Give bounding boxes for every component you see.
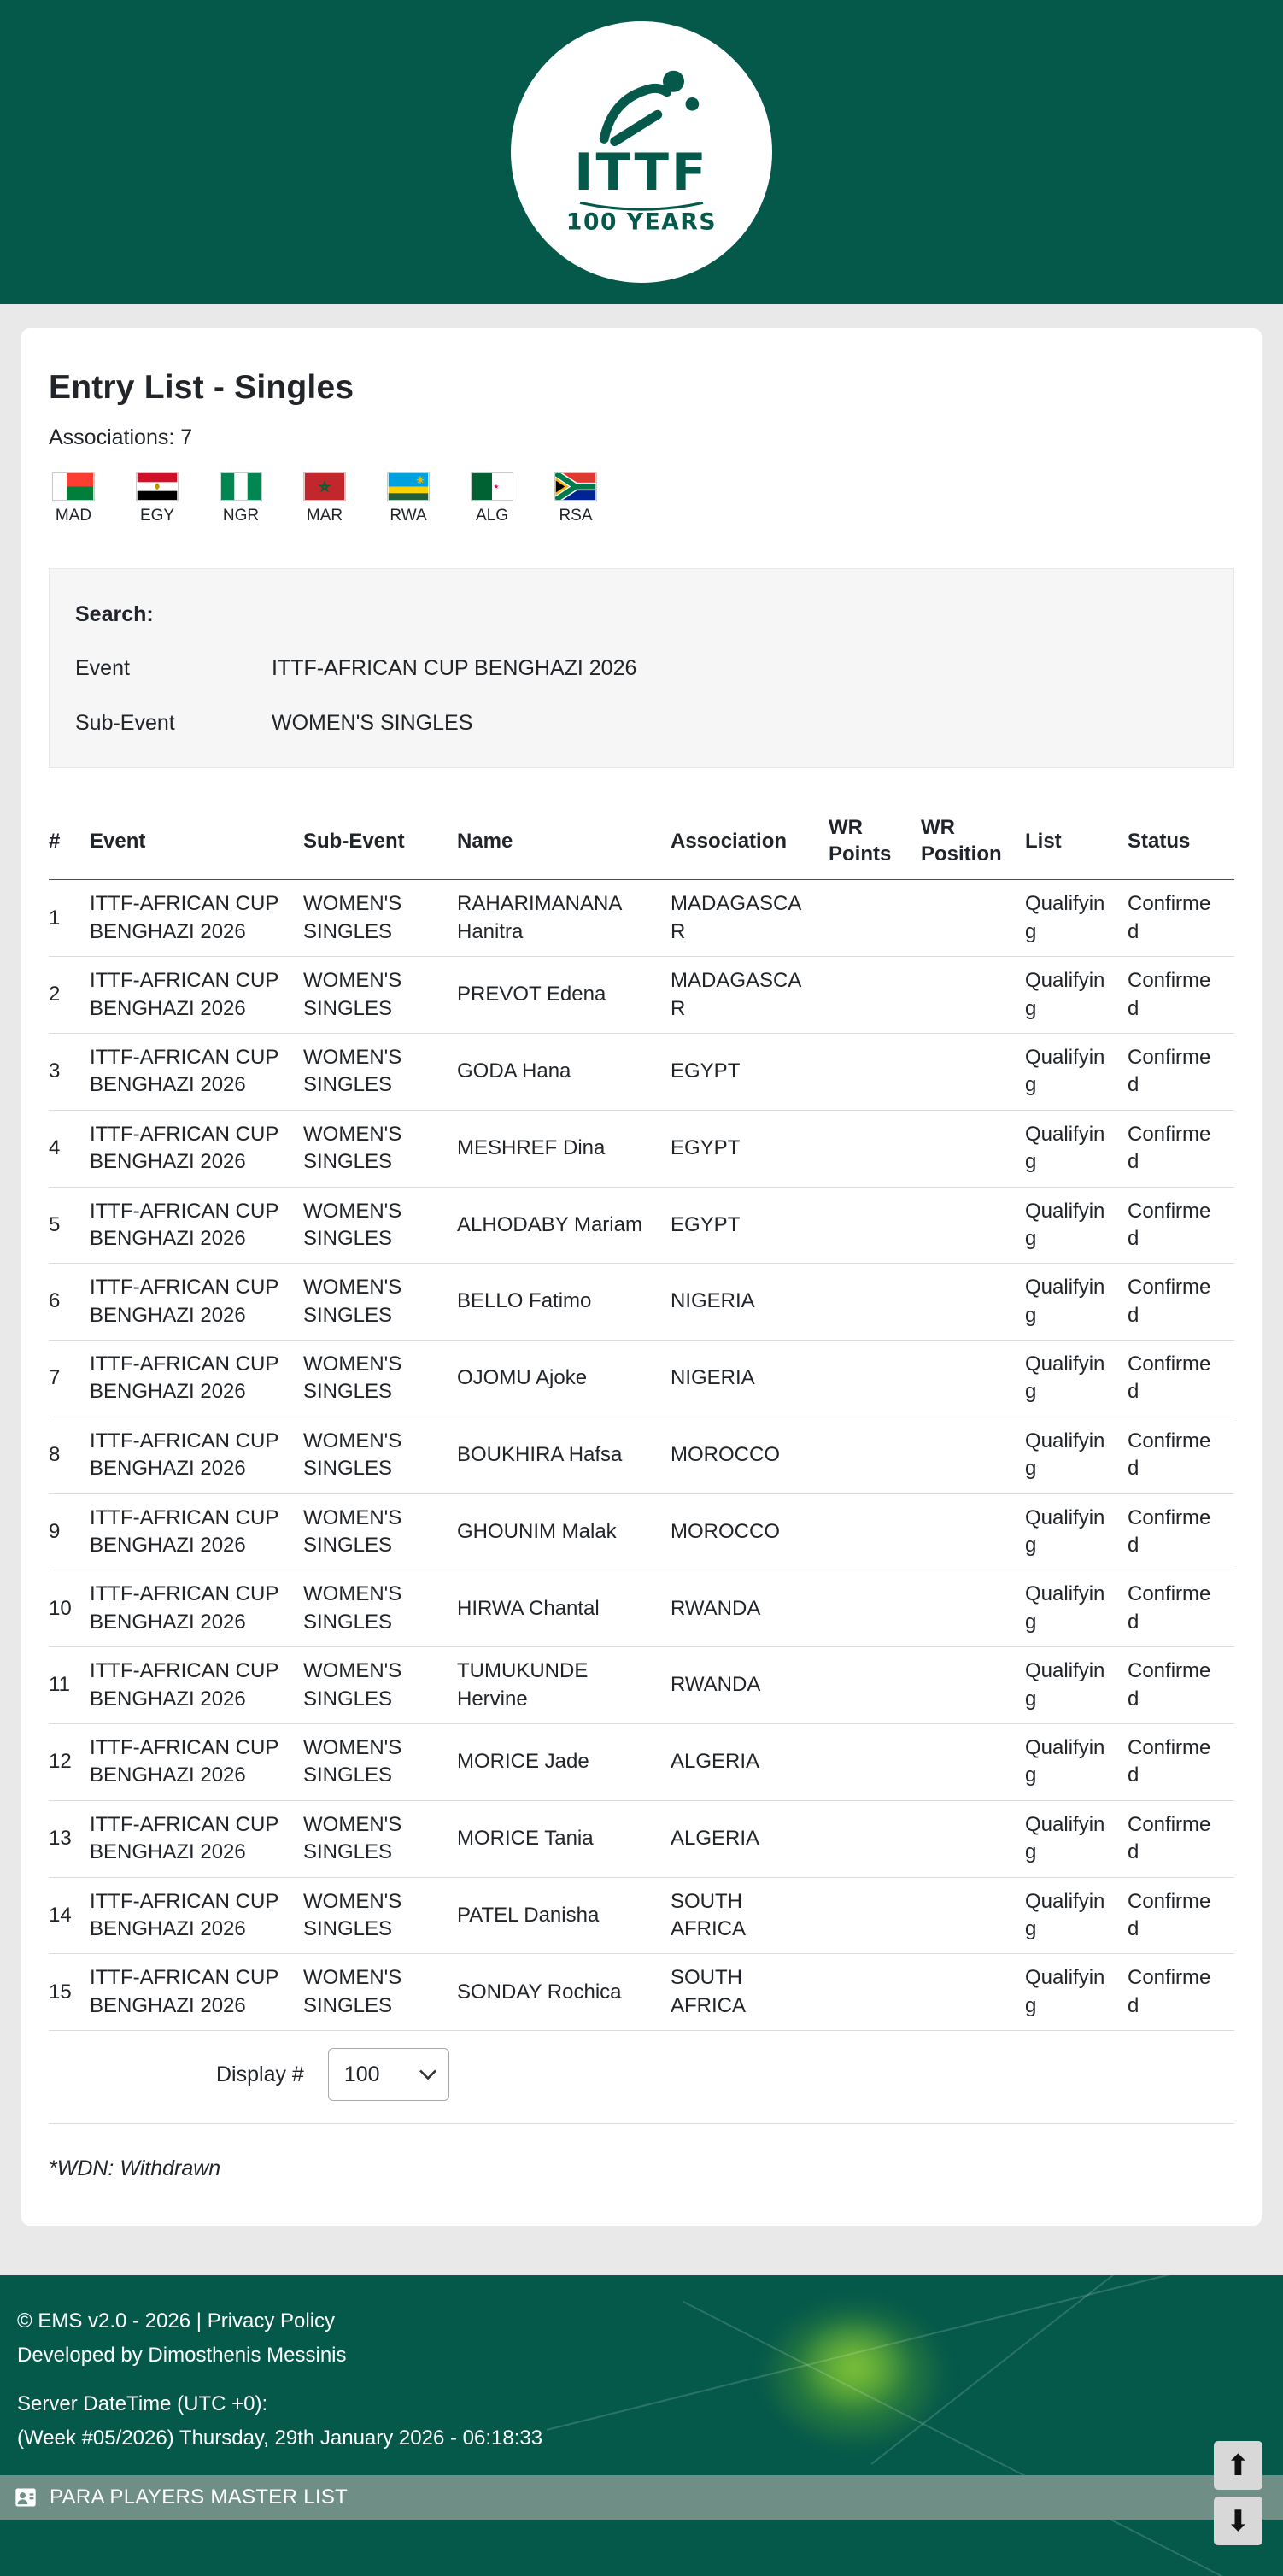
rwanda-flag-icon (387, 472, 430, 501)
cell-association: EGYPT (671, 1187, 829, 1264)
search-panel (49, 568, 1234, 768)
cell-association: SOUTH AFRICA (671, 1877, 829, 1954)
cell-name: ALHODABY Mariam (457, 1187, 671, 1264)
cell-num: 11 (49, 1647, 90, 1724)
page-title: Entry List - Singles (49, 369, 354, 406)
cell-sub-event: WOMEN'S SINGLES (303, 880, 457, 957)
pagination-row (49, 2031, 1234, 2124)
cell-list: Qualifying (1025, 1110, 1128, 1187)
cell-event: ITTF-AFRICAN CUP BENGHAZI 2026 (90, 1493, 303, 1570)
cell-status: Confirmed (1128, 1954, 1234, 2031)
table-row (49, 880, 1234, 957)
cell-event: ITTF-AFRICAN CUP BENGHAZI 2026 (90, 1264, 303, 1341)
cell-wr-position (921, 1800, 1025, 1877)
cell-association: MOROCCO (671, 1417, 829, 1493)
flag-label: RSA (559, 507, 593, 525)
table-row (49, 1493, 1234, 1570)
cell-sub-event: WOMEN'S SINGLES (303, 1723, 457, 1800)
madagascar-flag-icon (52, 472, 95, 501)
cell-list: Qualifying (1025, 1033, 1128, 1110)
display-count-label: Display # (216, 2062, 304, 2086)
cell-status: Confirmed (1128, 1647, 1234, 1724)
sub-event-label: Sub-Event (75, 710, 175, 735)
id-badge-icon (14, 2485, 38, 2509)
cell-wr-points (829, 1800, 921, 1877)
cell-status: Confirmed (1128, 1570, 1234, 1647)
cell-status: Confirmed (1128, 957, 1234, 1034)
cell-association: ALGERIA (671, 1800, 829, 1877)
col-wr-position: WR Position (921, 806, 1025, 880)
ittf-logo-icon (535, 45, 748, 259)
cell-association: RWANDA (671, 1647, 829, 1724)
cell-sub-event: WOMEN'S SINGLES (303, 1877, 457, 1954)
cell-association: MADAGASCAR (671, 880, 829, 957)
cell-num: 7 (49, 1341, 90, 1417)
cell-list: Qualifying (1025, 1417, 1128, 1493)
cell-name: OJOMU Ajoke (457, 1341, 671, 1417)
flag-madagascar (49, 472, 98, 525)
flag-egypt (132, 472, 182, 525)
cell-sub-event: WOMEN'S SINGLES (303, 1570, 457, 1647)
cell-list: Qualifying (1025, 1264, 1128, 1341)
developer-line: Developed by Dimosthenis Messinis (17, 2343, 347, 2367)
svg-text:ITTF: ITTF (574, 143, 709, 202)
flag-label: NGR (222, 507, 260, 525)
cell-sub-event: WOMEN'S SINGLES (303, 1417, 457, 1493)
cell-sub-event: WOMEN'S SINGLES (303, 1800, 457, 1877)
cell-status: Confirmed (1128, 1877, 1234, 1954)
cell-status: Confirmed (1128, 880, 1234, 957)
cell-wr-points (829, 1187, 921, 1264)
cell-association: MOROCCO (671, 1493, 829, 1570)
scroll-to-bottom-button[interactable] (1214, 2497, 1262, 2545)
para-players-master-list-label: PARA PLAYERS MASTER LIST (50, 2485, 349, 2509)
table-row (49, 957, 1234, 1034)
cell-event: ITTF-AFRICAN CUP BENGHAZI 2026 (90, 1723, 303, 1800)
cell-name: MESHREF Dina (457, 1110, 671, 1187)
search-sub-event-row (75, 695, 1216, 750)
col-association: Association (671, 806, 829, 880)
cell-wr-position (921, 1341, 1025, 1417)
col-event: Event (90, 806, 303, 880)
cell-list: Qualifying (1025, 1341, 1128, 1417)
cell-sub-event: WOMEN'S SINGLES (303, 1187, 457, 1264)
cell-name: MORICE Jade (457, 1723, 671, 1800)
cell-wr-points (829, 1341, 921, 1417)
scroll-buttons (1214, 2441, 1262, 2545)
event-value: ITTF-AFRICAN CUP BENGHAZI 2026 (272, 655, 637, 680)
cell-name: PREVOT Edena (457, 957, 671, 1034)
cell-wr-position (921, 1033, 1025, 1110)
cell-sub-event: WOMEN'S SINGLES (303, 957, 457, 1034)
server-datetime-label: Server DateTime (UTC +0): (17, 2392, 268, 2416)
cell-event: ITTF-AFRICAN CUP BENGHAZI 2026 (90, 880, 303, 957)
table-row (49, 1187, 1234, 1264)
table-row (49, 1800, 1234, 1877)
col-sub-event: Sub-Event (303, 806, 457, 880)
cell-name: PATEL Danisha (457, 1877, 671, 1954)
table-header-row (49, 806, 1234, 880)
cell-wr-points (829, 1264, 921, 1341)
cell-association: MADAGASCAR (671, 957, 829, 1034)
flag-nigeria (216, 472, 266, 525)
ittf-logo (511, 21, 772, 283)
cell-sub-event: WOMEN'S SINGLES (303, 1493, 457, 1570)
col-num: # (49, 806, 90, 880)
cell-event: ITTF-AFRICAN CUP BENGHAZI 2026 (90, 1341, 303, 1417)
cell-wr-points (829, 1110, 921, 1187)
cell-num: 14 (49, 1877, 90, 1954)
cell-wr-position (921, 1264, 1025, 1341)
cell-wr-points (829, 1033, 921, 1110)
down-arrow-icon: ⬇ (1226, 2503, 1251, 2538)
cell-num: 15 (49, 1954, 90, 2031)
cell-wr-points (829, 880, 921, 957)
cell-sub-event: WOMEN'S SINGLES (303, 1033, 457, 1110)
table-row (49, 1341, 1234, 1417)
cell-wr-position (921, 1187, 1025, 1264)
morocco-flag-icon (303, 472, 346, 501)
col-wr-points: WR Points (829, 806, 921, 880)
cell-wr-position (921, 1417, 1025, 1493)
table-row (49, 1877, 1234, 1954)
cell-event: ITTF-AFRICAN CUP BENGHAZI 2026 (90, 1800, 303, 1877)
cell-association: EGYPT (671, 1110, 829, 1187)
copyright-text: © EMS v2.0 - 2026 | (17, 2309, 208, 2333)
cell-num: 6 (49, 1264, 90, 1341)
cell-wr-position (921, 957, 1025, 1034)
privacy-policy-link[interactable]: Privacy Policy (207, 2309, 336, 2333)
site-header (0, 0, 1283, 304)
cell-name: GODA Hana (457, 1033, 671, 1110)
cell-status: Confirmed (1128, 1033, 1234, 1110)
table-row (49, 1647, 1234, 1724)
cell-sub-event: WOMEN'S SINGLES (303, 1110, 457, 1187)
event-label: Event (75, 655, 130, 680)
cell-num: 2 (49, 957, 90, 1034)
cell-num: 9 (49, 1493, 90, 1570)
cell-association: RWANDA (671, 1570, 829, 1647)
flag-rwanda (384, 472, 433, 525)
cell-wr-position (921, 1110, 1025, 1187)
cell-status: Confirmed (1128, 1110, 1234, 1187)
cell-name: BELLO Fatimo (457, 1264, 671, 1341)
cell-event: ITTF-AFRICAN CUP BENGHAZI 2026 (90, 1570, 303, 1647)
cell-name: RAHARIMANANA Hanitra (457, 880, 671, 957)
col-list: List (1025, 806, 1128, 880)
cell-status: Confirmed (1128, 1264, 1234, 1341)
table-row (49, 1110, 1234, 1187)
cell-list: Qualifying (1025, 1493, 1128, 1570)
cell-name: HIRWA Chantal (457, 1570, 671, 1647)
flag-algeria (467, 472, 517, 525)
cell-association: SOUTH AFRICA (671, 1954, 829, 2031)
cell-association: NIGERIA (671, 1264, 829, 1341)
egypt-flag-icon (136, 472, 179, 501)
cell-list: Qualifying (1025, 1800, 1128, 1877)
flag-label: MAR (306, 507, 343, 525)
flag-label: MAD (55, 507, 92, 525)
cell-num: 13 (49, 1800, 90, 1877)
cell-wr-points (829, 1417, 921, 1493)
cell-wr-position (921, 1493, 1025, 1570)
cell-sub-event: WOMEN'S SINGLES (303, 1954, 457, 2031)
associations-count: Associations: 7 (49, 425, 193, 449)
cell-status: Confirmed (1128, 1417, 1234, 1493)
svg-text:100 YEARS: 100 YEARS (565, 208, 718, 236)
cell-list: Qualifying (1025, 1647, 1128, 1724)
display-count-select-wrap (328, 2048, 449, 2101)
cell-list: Qualifying (1025, 1570, 1128, 1647)
flag-morocco (300, 472, 349, 525)
flag-label: EGY (139, 507, 175, 525)
cell-event: ITTF-AFRICAN CUP BENGHAZI 2026 (90, 1877, 303, 1954)
cell-wr-points (829, 1647, 921, 1724)
cell-list: Qualifying (1025, 1954, 1128, 2031)
cell-num: 4 (49, 1110, 90, 1187)
cell-sub-event: WOMEN'S SINGLES (303, 1647, 457, 1724)
para-players-master-list-link[interactable] (0, 2475, 1283, 2520)
cell-num: 3 (49, 1033, 90, 1110)
cell-event: ITTF-AFRICAN CUP BENGHAZI 2026 (90, 1417, 303, 1493)
cell-list: Qualifying (1025, 957, 1128, 1034)
col-name: Name (457, 806, 671, 880)
search-event-row (75, 641, 1216, 695)
cell-name: MORICE Tania (457, 1800, 671, 1877)
cell-sub-event: WOMEN'S SINGLES (303, 1341, 457, 1417)
cell-association: EGYPT (671, 1033, 829, 1110)
wdn-footnote: *WDN: Withdrawn (49, 2156, 221, 2181)
table-row (49, 1723, 1234, 1800)
cell-wr-position (921, 1723, 1025, 1800)
cell-name: GHOUNIM Malak (457, 1493, 671, 1570)
cell-status: Confirmed (1128, 1493, 1234, 1570)
cell-wr-points (829, 1954, 921, 2031)
cell-name: TUMUKUNDE Hervine (457, 1647, 671, 1724)
cell-event: ITTF-AFRICAN CUP BENGHAZI 2026 (90, 1187, 303, 1264)
copyright-line (17, 2304, 1266, 2338)
cell-association: NIGERIA (671, 1341, 829, 1417)
cell-list: Qualifying (1025, 1877, 1128, 1954)
cell-wr-position (921, 1877, 1025, 1954)
cell-sub-event: WOMEN'S SINGLES (303, 1264, 457, 1341)
entry-table-body (49, 880, 1234, 2031)
cell-list: Qualifying (1025, 880, 1128, 957)
cell-num: 5 (49, 1187, 90, 1264)
cell-event: ITTF-AFRICAN CUP BENGHAZI 2026 (90, 957, 303, 1034)
cell-event: ITTF-AFRICAN CUP BENGHAZI 2026 (90, 1954, 303, 2031)
cell-wr-position (921, 1570, 1025, 1647)
cell-event: ITTF-AFRICAN CUP BENGHAZI 2026 (90, 1110, 303, 1187)
south-africa-flag-icon (554, 472, 597, 501)
table-row (49, 1417, 1234, 1493)
cell-status: Confirmed (1128, 1341, 1234, 1417)
cell-num: 1 (49, 880, 90, 957)
cell-num: 12 (49, 1723, 90, 1800)
scroll-to-top-button[interactable] (1214, 2441, 1262, 2490)
entry-list-card (21, 328, 1262, 2226)
cell-name: BOUKHIRA Hafsa (457, 1417, 671, 1493)
cell-wr-points (829, 1877, 921, 1954)
cell-list: Qualifying (1025, 1187, 1128, 1264)
cell-status: Confirmed (1128, 1723, 1234, 1800)
cell-event: ITTF-AFRICAN CUP BENGHAZI 2026 (90, 1647, 303, 1724)
flag-label: RWA (390, 507, 427, 525)
algeria-flag-icon (471, 472, 513, 501)
cell-num: 8 (49, 1417, 90, 1493)
cell-wr-points (829, 1570, 921, 1647)
entry-table (49, 806, 1234, 2031)
server-datetime-value: (Week #05/2026) Thursday, 29th January 2026 - 06:18:33 (17, 2426, 543, 2450)
cell-wr-position (921, 880, 1025, 957)
cell-wr-points (829, 1493, 921, 1570)
flags-row (49, 472, 1234, 525)
cell-list: Qualifying (1025, 1723, 1128, 1800)
table-row (49, 1264, 1234, 1341)
flag-south-africa (551, 472, 600, 525)
flag-label: ALG (475, 507, 509, 525)
site-footer (0, 2275, 1283, 2576)
cell-status: Confirmed (1128, 1800, 1234, 1877)
cell-name: SONDAY Rochica (457, 1954, 671, 2031)
up-arrow-icon: ⬆ (1226, 2448, 1251, 2483)
col-status: Status (1128, 806, 1234, 880)
footer-content (0, 2275, 1283, 2455)
cell-wr-points (829, 1723, 921, 1800)
table-row (49, 1570, 1234, 1647)
footer-spacer (0, 2520, 1283, 2576)
cell-wr-position (921, 1647, 1025, 1724)
nigeria-flag-icon (220, 472, 262, 501)
display-count-select[interactable] (328, 2048, 449, 2101)
cell-wr-position (921, 1954, 1025, 2031)
sub-event-value: WOMEN'S SINGLES (272, 710, 473, 735)
search-title: Search: (75, 601, 154, 626)
table-row (49, 1954, 1234, 2031)
cell-event: ITTF-AFRICAN CUP BENGHAZI 2026 (90, 1033, 303, 1110)
table-row (49, 1033, 1234, 1110)
cell-association: ALGERIA (671, 1723, 829, 1800)
cell-num: 10 (49, 1570, 90, 1647)
cell-wr-points (829, 957, 921, 1034)
cell-status: Confirmed (1128, 1187, 1234, 1264)
